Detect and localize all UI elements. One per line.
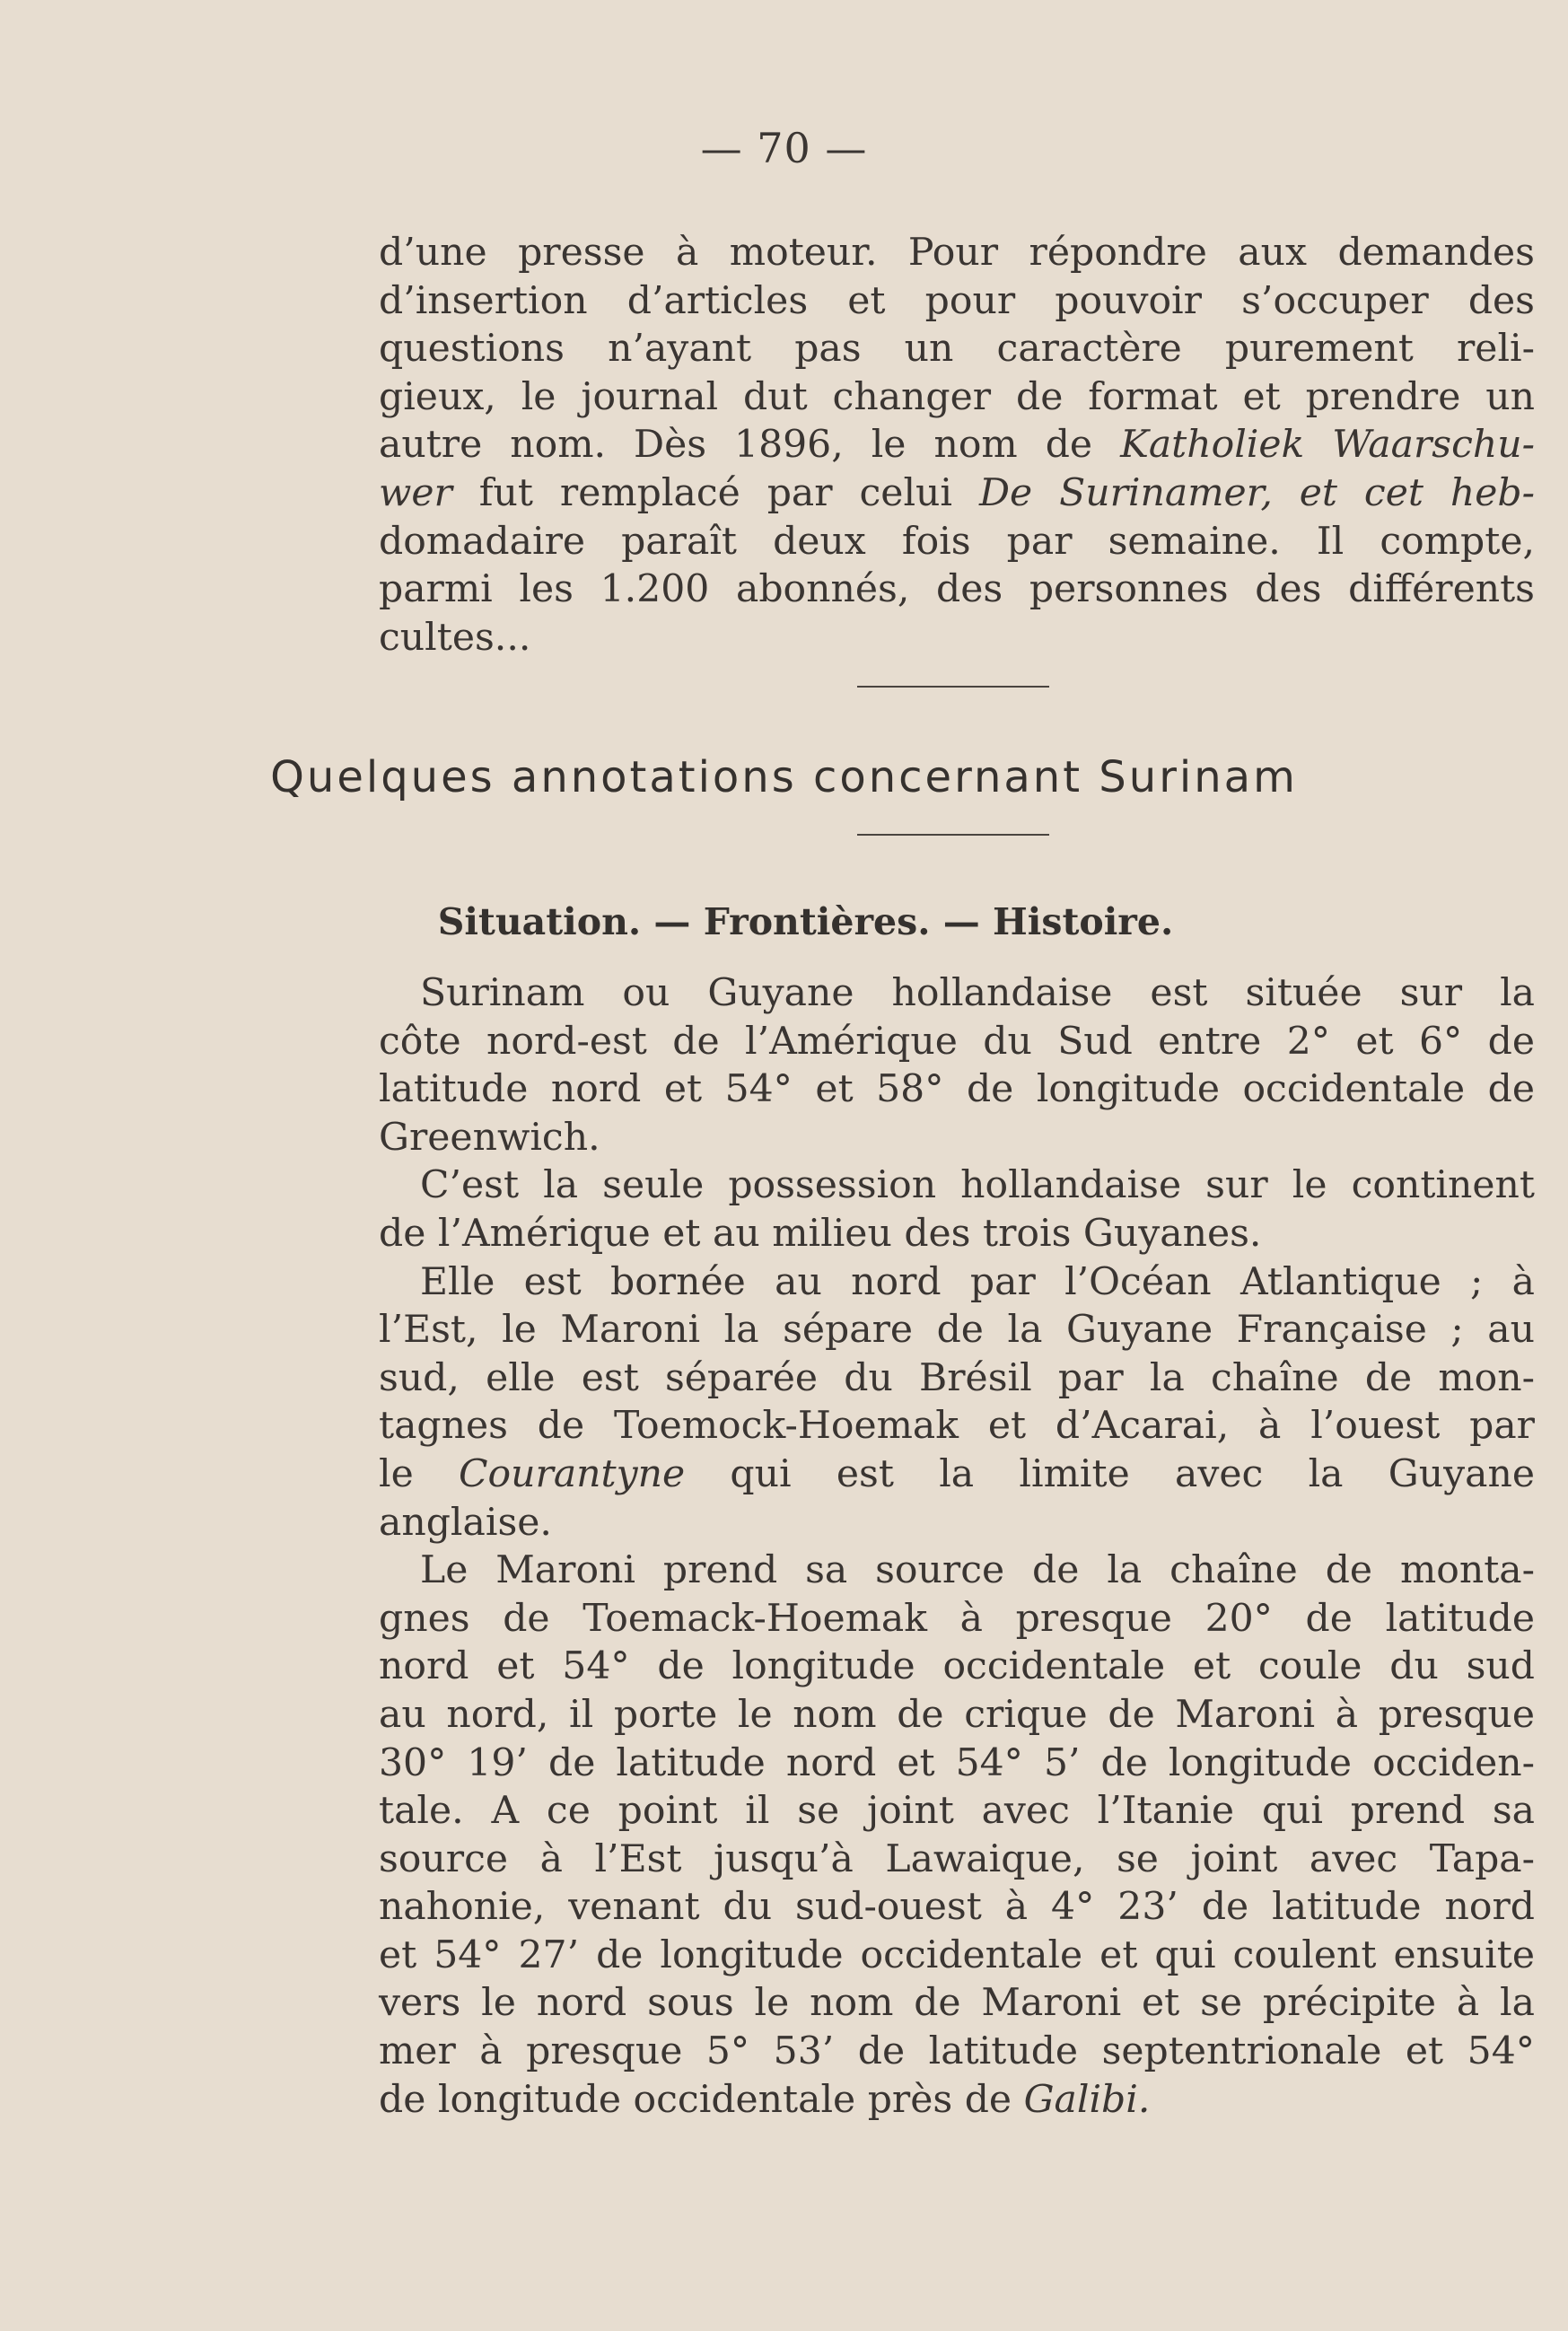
section-title: Quelques annotations concernant Surinam	[270, 752, 1298, 802]
line-text: questions n’ayant pas un caractère purement reli-	[379, 327, 1535, 372]
line-text: tagnes de Toemock-Hoemak et d’Acarai, à l’ouest par	[379, 1404, 1535, 1449]
text-line	[379, 1883, 1535, 1932]
text-line	[379, 277, 1535, 326]
text-line	[379, 1547, 1535, 1595]
line-text: Elle est bornée au nord par l’Océan Atlantique ; à	[420, 1259, 1535, 1304]
text-line	[379, 1402, 1535, 1450]
line-text: cultes...	[379, 615, 531, 660]
text-line	[379, 1979, 1535, 2028]
line-text: domadaire paraît deux fois par semaine. Il compte,	[379, 519, 1535, 564]
line-text: C’est la seule possession hollandaise sur le continent	[420, 1163, 1535, 1208]
line-text: d’insertion d’articles et pour pouvoir s’occuper des	[379, 278, 1535, 323]
line-text: latitude nord et 54° et 58° de longitude occidentale de	[379, 1067, 1535, 1112]
text-line	[379, 565, 1535, 614]
italic-text: Courantyne	[459, 1451, 686, 1496]
line-text: source à l’Est jusqu’à Lawaique, se joint avec Tapa-	[379, 1836, 1535, 1881]
line-text: Greenwich.	[379, 1115, 600, 1160]
text-line	[379, 1932, 1535, 1980]
line-text: nahonie, venant du sud-ouest à 4° 23’ de latitude nord	[379, 1885, 1535, 1930]
italic-text: wer	[379, 470, 452, 515]
text-line	[379, 1739, 1535, 1788]
text-line	[379, 421, 1535, 469]
text-line	[379, 1787, 1535, 1836]
intro-paragraph	[379, 229, 1535, 662]
line-text: anglaise.	[379, 1500, 552, 1545]
line-text: gnes de Toemack-Hoemak à presque 20° de latitude	[379, 1596, 1535, 1641]
line-text: 30° 19’ de latitude nord et 54° 5’ de longitude occiden-	[379, 1740, 1535, 1785]
line-text: parmi les 1.200 abonnés, des personnes des différents	[379, 567, 1535, 612]
line-text: vers le nord sous le nom de Maroni et se précipite à la	[379, 1981, 1535, 2026]
text-line	[379, 1018, 1535, 1066]
line-text: mer à presque 5° 53’ de latitude septentrionale et 54°	[379, 2029, 1535, 2074]
text-line	[379, 2076, 1535, 2125]
text-line	[379, 1595, 1535, 1643]
line-text: et 54° 27’ de longitude occidentale et qui coulent ensuite	[379, 1932, 1535, 1977]
italic-text: Katholiek Waarschu-	[1120, 423, 1535, 468]
text-line	[379, 1210, 1535, 1258]
line-text: gieux, le journal dut changer de format et prendre un	[379, 374, 1535, 419]
line-text: qui est la limite avec la Guyane	[685, 1451, 1535, 1496]
line-text: autre nom. Dès 1896, le nom de	[379, 423, 1121, 468]
text-line	[379, 229, 1535, 277]
text-line	[379, 1306, 1535, 1354]
text-line	[379, 2028, 1535, 2076]
italic-text: De Surinamer, et cet heb-	[978, 470, 1535, 515]
text-line	[379, 1450, 1535, 1499]
text-line	[379, 1258, 1535, 1307]
text-line	[379, 1161, 1535, 1210]
text-line	[379, 325, 1535, 373]
line-text: sud, elle est séparée du Brésil par la chaîne de mon-	[379, 1355, 1535, 1400]
text-line	[379, 614, 1535, 662]
line-text: l’Est, le Maroni la sépare de la Guyane Française ; au	[379, 1308, 1535, 1353]
line-text: Le Maroni prend sa source de la chaîne de monta-	[420, 1548, 1535, 1593]
italic-text: Galibi.	[1023, 2077, 1151, 2122]
line-text: de l’Amérique et au milieu des trois Guyanes.	[379, 1211, 1262, 1256]
page-number: — 70 —	[700, 124, 868, 172]
text-line	[379, 1643, 1535, 1691]
subsection-title: Situation. — Frontières. — Histoire.	[437, 900, 1174, 943]
text-line	[379, 1836, 1535, 1884]
body-text	[379, 969, 1535, 2124]
line-text: d’une presse à moteur. Pour répondre aux demandes	[379, 231, 1535, 275]
line-text: nord et 54° de longitude occidentale et coule du sud	[379, 1644, 1535, 1689]
line-text: côte nord-est de l’Amérique du Sud entre 2° et 6° de	[379, 1019, 1535, 1064]
separator-rule-bottom	[857, 834, 1049, 836]
text-line	[379, 1691, 1535, 1739]
line-text: au nord, il porte le nom de crique de Maroni à presque	[379, 1692, 1535, 1737]
line-text: Surinam ou Guyane hollandaise est située sur la	[420, 971, 1535, 1015]
text-line	[379, 469, 1535, 518]
text-line	[379, 1354, 1535, 1403]
line-text: fut remplacé par celui	[451, 470, 979, 515]
text-line	[379, 373, 1535, 422]
line-text: tale. A ce point il se joint avec l’Itanie qui prend sa	[379, 1789, 1535, 1834]
line-text: le	[379, 1451, 460, 1496]
text-line	[379, 1065, 1535, 1114]
text-line	[379, 518, 1535, 566]
text-line	[379, 969, 1535, 1018]
text-line	[379, 1499, 1535, 1547]
line-text: de longitude occidentale près de	[379, 2077, 1024, 2122]
separator-rule-top	[857, 686, 1049, 688]
text-line	[379, 1114, 1535, 1162]
